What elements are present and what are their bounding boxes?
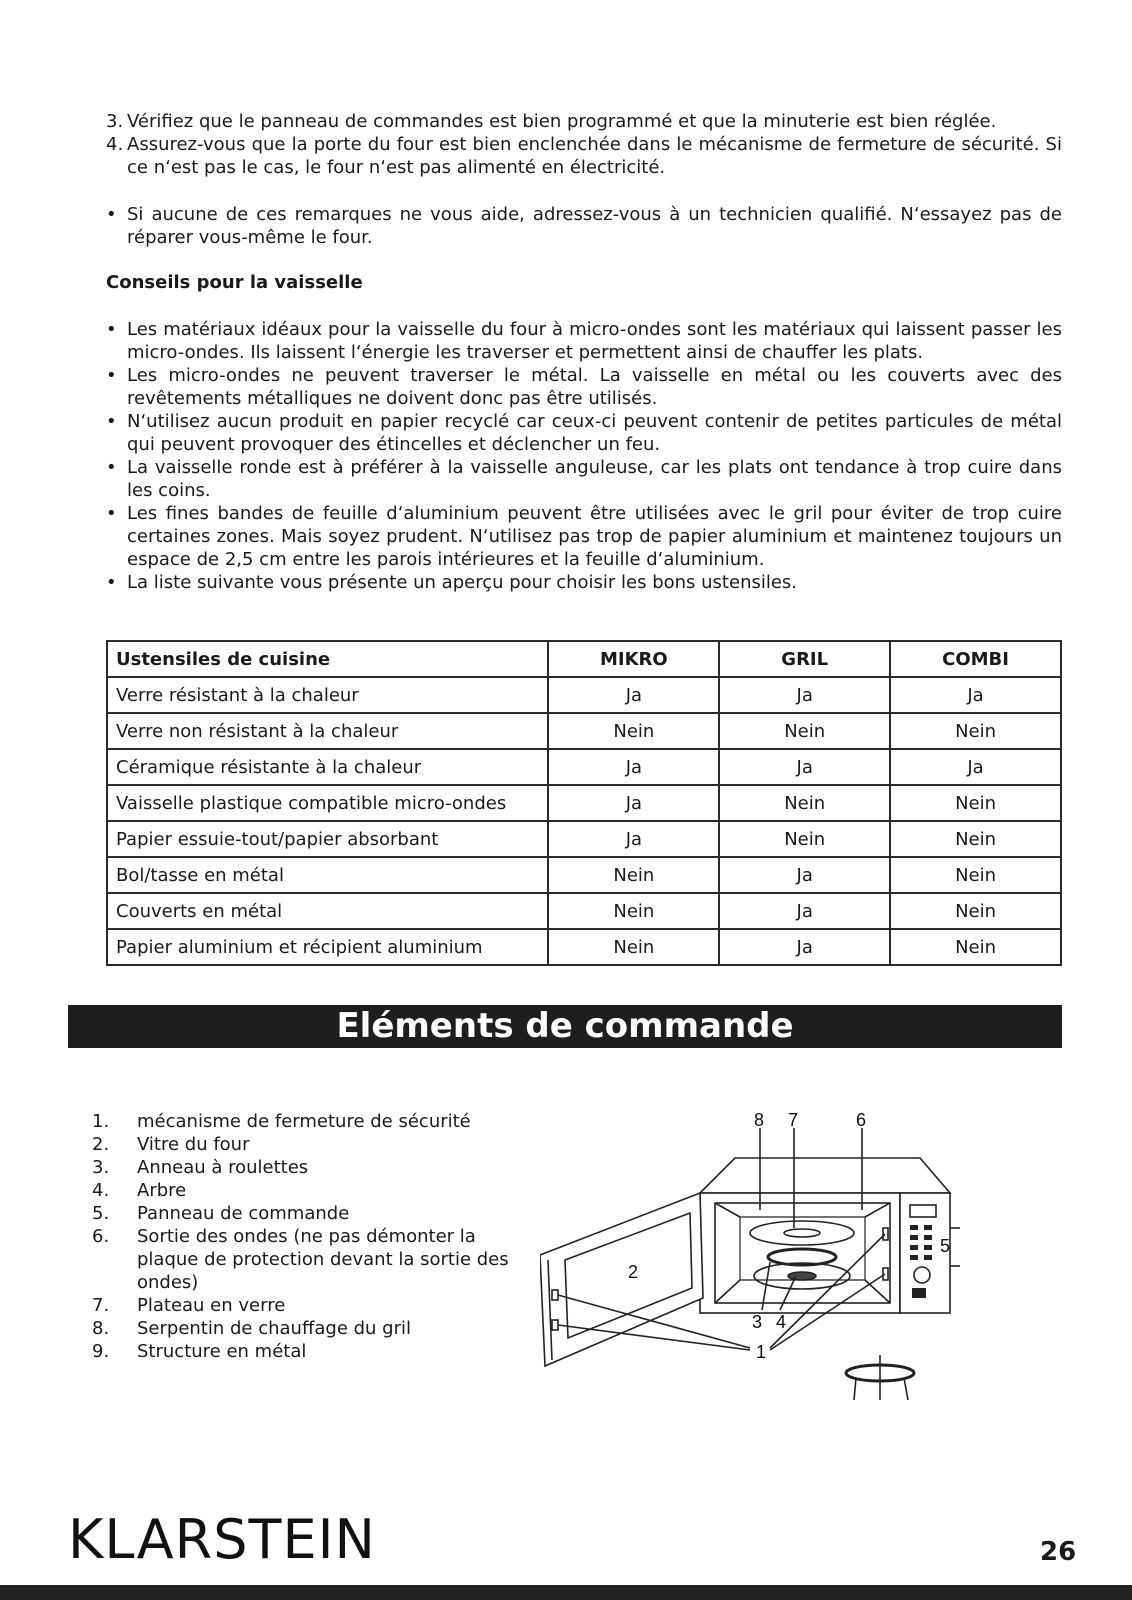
part-number: 3.	[92, 1157, 110, 1178]
part-label: Arbre	[137, 1180, 187, 1201]
list-item	[92, 1156, 532, 1179]
advice-heading: Conseils pour la vaisselle	[106, 272, 363, 293]
table-cell: Nein	[890, 821, 1061, 857]
part-label: Serpentin de chauffage du gril	[137, 1318, 411, 1339]
part-number: 9.	[92, 1341, 110, 1362]
table-cell: Nein	[548, 713, 719, 749]
page-number: 26	[1040, 1537, 1077, 1567]
microwave-diagram	[540, 1110, 960, 1420]
brand-logo: KLARSTEIN	[68, 1508, 376, 1571]
step-3	[106, 110, 1062, 133]
list-item	[92, 1179, 532, 1202]
table-cell: Bol/tasse en métal	[107, 857, 548, 893]
step-4	[106, 133, 1062, 179]
control-display	[910, 1205, 936, 1217]
table-cell: Nein	[890, 893, 1061, 929]
footer-bar	[0, 1585, 1132, 1600]
step-text: Assurez-vous que la porte du four est bien enclenchée dans le mécanisme de fermeture de sécurité. Si ce n‘est pas le cas, le four n‘est pas alimenté en électricité.	[127, 134, 1062, 178]
diagram-label-7: 7	[788, 1110, 799, 1130]
table-cell: Ja	[548, 749, 719, 785]
diagram-label-4: 4	[776, 1312, 787, 1332]
list-item	[92, 1340, 532, 1363]
diagram-label-1: 1	[756, 1342, 767, 1362]
table-cell: Ja	[890, 677, 1061, 713]
section-title: Eléments de commande	[68, 1005, 1062, 1048]
column-header: MIKRO	[548, 641, 719, 677]
list-item	[92, 1202, 532, 1225]
table-cell: Papier aluminium et récipient aluminium	[107, 929, 548, 965]
diagram-label-8: 8	[754, 1110, 765, 1130]
table-cell: Céramique résistante à la chaleur	[107, 749, 548, 785]
glass-tray-center	[788, 1272, 816, 1280]
table-cell: Nein	[890, 785, 1061, 821]
table-cell: Ja	[719, 749, 890, 785]
part-label: Structure en métal	[137, 1341, 307, 1362]
table-row	[107, 857, 1061, 893]
list-item	[92, 1225, 532, 1294]
note-text: • Si aucune de ces remarques ne vous aide, adressez-vous à un technicien qualifié. N‘essayez pas de réparer vous-même le four.	[106, 203, 1062, 249]
table-cell: Ja	[548, 677, 719, 713]
diagram-label-6: 6	[856, 1110, 867, 1130]
step-number: 4.	[106, 134, 124, 155]
part-number: 1.	[92, 1111, 110, 1132]
table-cell: Couverts en métal	[107, 893, 548, 929]
table-cell: Nein	[719, 821, 890, 857]
rack-leg	[904, 1378, 908, 1400]
table-row	[107, 929, 1061, 965]
list-item	[92, 1317, 532, 1340]
table-row	[107, 677, 1061, 713]
table-cell: Nein	[548, 857, 719, 893]
table-cell: Ja	[719, 893, 890, 929]
table-row	[107, 821, 1061, 857]
table-cell: Ja	[548, 821, 719, 857]
table-row	[107, 785, 1061, 821]
part-label: Panneau de commande	[137, 1203, 350, 1224]
table-cell: Ja	[890, 749, 1061, 785]
table-cell: Nein	[890, 857, 1061, 893]
diagram-label-2: 2	[628, 1262, 639, 1282]
part-label: Sortie des ondes (ne pas démonter la plaque de protection devant la sortie des ondes)	[137, 1226, 509, 1293]
table-cell: Nein	[719, 713, 890, 749]
table-cell: Ja	[719, 677, 890, 713]
table-cell: Ja	[719, 929, 890, 965]
column-header: COMBI	[890, 641, 1061, 677]
table-header-row	[107, 641, 1061, 677]
table-cell: Vaisselle plastique compatible micro-ondes	[107, 785, 548, 821]
list-item: • Les micro-ondes ne peuvent traverser le métal. La vaisselle en métal ou les couverts avec des revêtements métalliques ne doivent donc pas être utilisés.	[106, 364, 1062, 410]
part-label: Vitre du four	[137, 1134, 250, 1155]
latch-slot	[883, 1228, 888, 1240]
table-cell: Nein	[548, 893, 719, 929]
part-number: 7.	[92, 1295, 110, 1316]
list-item: • La liste suivante vous présente un aperçu pour choisir les bons ustensiles.	[106, 571, 1062, 594]
part-label: Plateau en verre	[137, 1295, 286, 1316]
list-item: • Les fines bandes de feuille d‘aluminium peuvent être utilisées avec le gril pour éviter de trop cuire certaines zones. Mais soyez prudent. N‘utilisez pas trop de papier aluminium et maintenez toujours un espace de 2,5 cm entre les parois intérieures et la feuille d‘aluminium.	[106, 502, 1062, 571]
part-label: mécanisme de fermeture de sécurité	[137, 1111, 471, 1132]
list-item: • La vaisselle ronde est à préférer à la vaisselle anguleuse, car les plats ont tendance à trop cuire dans les coins.	[106, 456, 1062, 502]
table-cell: Ja	[548, 785, 719, 821]
table-cell: Nein	[890, 713, 1061, 749]
table-row	[107, 893, 1061, 929]
door-hook	[552, 1290, 558, 1300]
technician-note	[106, 203, 1062, 249]
list-item: • Les matériaux idéaux pour la vaisselle du four à micro-ondes sont les matériaux qui laissent passer les micro-ondes. Ils laissent l‘énergie les traverser et permettent ainsi de chauffer les plats.	[106, 318, 1062, 364]
utensils-table	[106, 640, 1062, 966]
table-row	[107, 749, 1061, 785]
part-number: 8.	[92, 1318, 110, 1339]
list-item	[92, 1133, 532, 1156]
part-number: 2.	[92, 1134, 110, 1155]
list-item	[92, 1294, 532, 1317]
table-cell: Papier essuie-tout/papier absorbant	[107, 821, 548, 857]
column-header: Ustensiles de cuisine	[107, 641, 548, 677]
advice-list	[106, 318, 1062, 594]
part-number: 5.	[92, 1203, 110, 1224]
table-row	[107, 713, 1061, 749]
rack-leg	[854, 1378, 856, 1400]
cabinet-top	[700, 1158, 950, 1193]
parts-list	[92, 1110, 532, 1363]
list-item	[92, 1110, 532, 1133]
column-header: GRIL	[719, 641, 890, 677]
step-number: 3.	[106, 111, 124, 132]
part-number: 6.	[92, 1226, 110, 1247]
table-cell: Nein	[719, 785, 890, 821]
part-label: Anneau à roulettes	[137, 1157, 309, 1178]
table-cell: Nein	[890, 929, 1061, 965]
list-item: • N‘utilisez aucun produit en papier recyclé car ceux-ci peuvent contenir de petites particules de métal qui peuvent provoquer des étincelles et déclencher un feu.	[106, 410, 1062, 456]
table-cell: Nein	[548, 929, 719, 965]
diagram-label-5: 5	[940, 1236, 951, 1256]
step-text: Vérifiez que le panneau de commandes est bien programmé et que la minuterie est bien réglée.	[127, 111, 997, 132]
diagram-label-3: 3	[752, 1312, 763, 1332]
table-cell: Verre non résistant à la chaleur	[107, 713, 548, 749]
door-hook	[552, 1320, 558, 1330]
table-cell: Verre résistant à la chaleur	[107, 677, 548, 713]
part-number: 4.	[92, 1180, 110, 1201]
table-cell: Ja	[719, 857, 890, 893]
